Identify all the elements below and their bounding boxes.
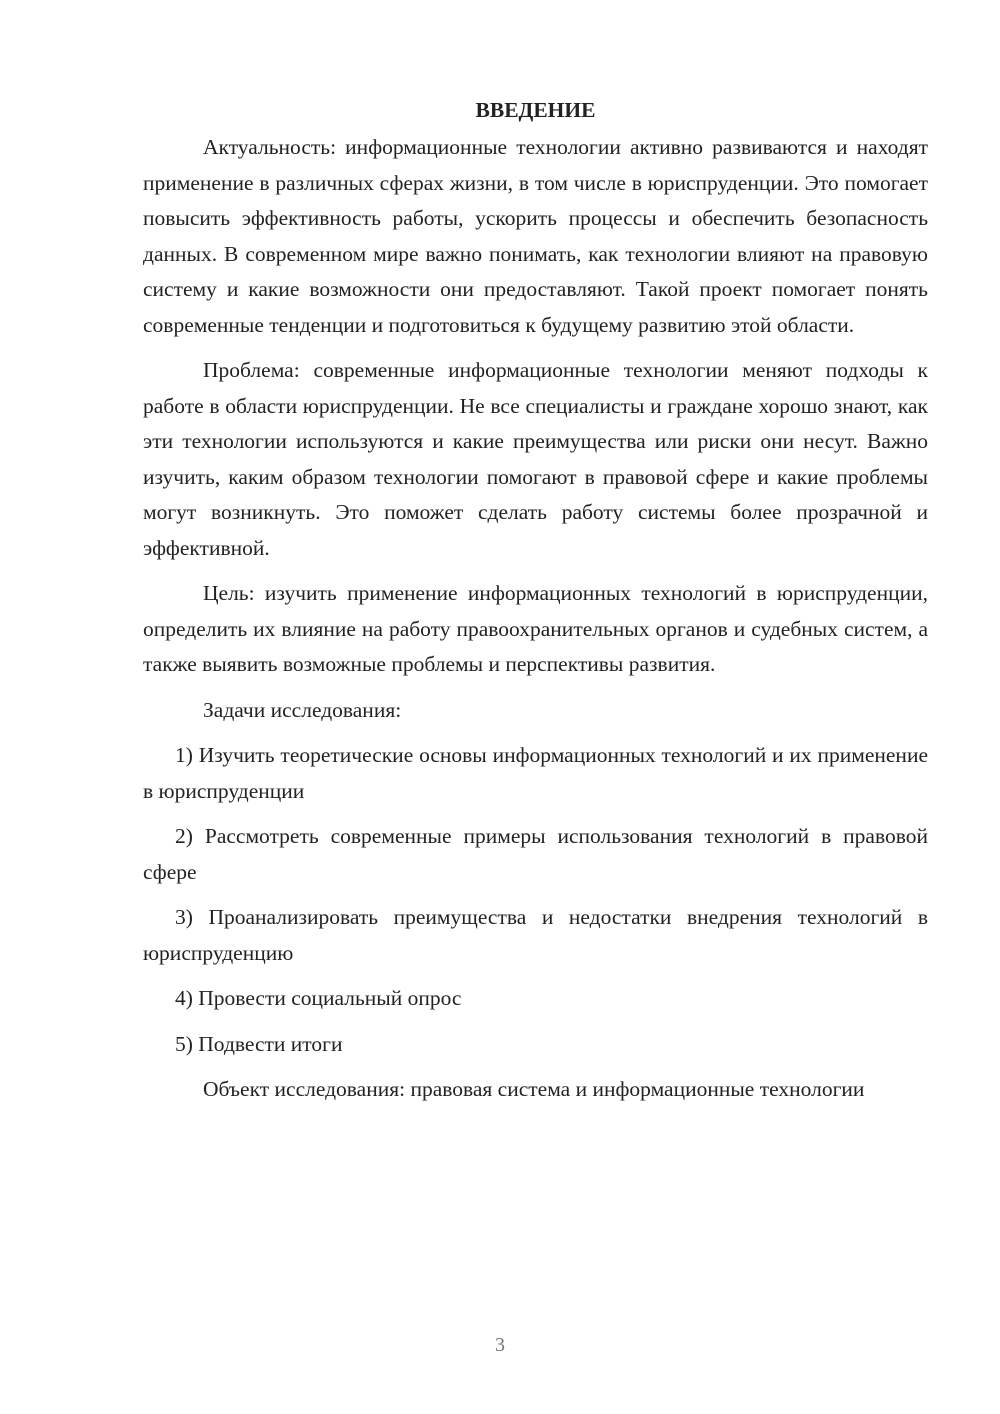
section-title: ВВЕДЕНИЕ: [475, 98, 596, 122]
page-content: [143, 92, 928, 1118]
task-item-1: 1) Изучить теоретические основы информационных технологий и их применение в юриспруденции: [143, 743, 928, 803]
object-paragraph: Объект исследования: правовая система и информационные технологии: [203, 1077, 865, 1101]
task-item-2: 2) Рассмотреть современные примеры использования технологий в правовой сфере: [143, 824, 928, 884]
task-item-5: 5) Подвести итоги: [175, 1031, 343, 1056]
problem-paragraph: Проблема: современные информационные технологии меняют подходы к работе в области юриспруденции. Не все специалисты и граждане хорошо знают, как эти технологии используются и какие преимущества или риски они несут. Важно изучить, каким образом технологии помогают в правовой сфере и какие проблемы могут возникнуть. Это поможет сделать работу системы более прозрачной и эффективной.: [143, 358, 928, 560]
tasks-heading: Задачи исследования:: [203, 697, 402, 722]
relevance-paragraph: Актуальность: информационные технологии активно развиваются и находят применение в различных сферах жизни, в том числе в юриспруденции. Это помогает повысить эффективность работы, ускорить процессы и обеспечить безопасность данных. В современном мире важно понимать, как технологии влияют на правовую систему и какие возможности они предоставляют. Такой проект помогает понять современные тенденции и подготовиться к будущему развитию этой области.: [143, 135, 928, 337]
page-number: 3: [495, 1334, 505, 1356]
task-item-3: 3) Проанализировать преимущества и недостатки внедрения технологий в юриспруденцию: [143, 905, 928, 965]
goal-paragraph: Цель: изучить применение информационных технологий в юриспруденции, определить их влияние на работу правоохранительных органов и судебных систем, а также выявить возможные проблемы и перспективы развития.: [143, 581, 928, 676]
task-item-4: 4) Провести социальный опрос: [175, 986, 462, 1010]
